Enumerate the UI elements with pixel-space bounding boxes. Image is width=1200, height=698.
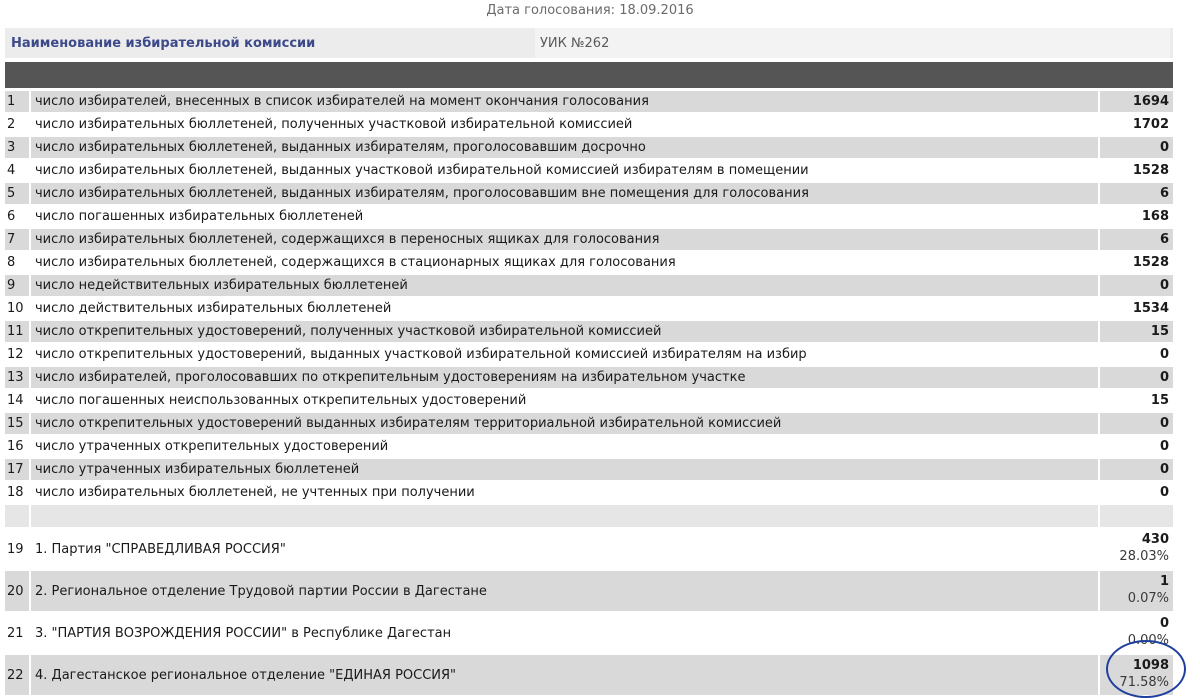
row-label: число избирательных бюллетеней, выданных избирателям, проголосовавшим вне помещения для голосования	[31, 183, 1098, 204]
party-votes: 430	[1141, 532, 1169, 547]
row-number: 19	[5, 529, 31, 569]
row-label: число избирательных бюллетеней, полученных участковой избирательной комиссией	[31, 114, 1098, 135]
results-table	[5, 89, 1173, 697]
row-number: 20	[5, 571, 31, 611]
row-value: 0	[1098, 344, 1173, 365]
row-value: 168	[1098, 206, 1173, 227]
row-label: число избирателей, проголосовавших по открепительным удостоверениям на избирательном участке	[31, 367, 1098, 388]
row-label: число недействительных избирательных бюллетеней	[31, 275, 1098, 296]
row-number: 10	[5, 298, 31, 319]
vote-date-value: 18.09.2016	[619, 3, 694, 18]
row-value: 0	[1098, 482, 1173, 503]
row-number: 12	[5, 344, 31, 365]
row-label: число открепительных удостоверений, полученных участковой избирательной комиссией	[31, 321, 1098, 342]
row-number: 13	[5, 367, 31, 388]
table-row	[5, 367, 1173, 388]
party-name: 4. Дагестанское региональное отделение "ЕДИНАЯ РОССИЯ"	[31, 655, 1098, 695]
row-label: число утраченных избирательных бюллетеней	[31, 459, 1098, 480]
row-label: число открепительных удостоверений, выданных участковой избирательной комиссией избирателям на избир	[31, 344, 1098, 365]
party-name: 1. Партия "СПРАВЕДЛИВАЯ РОССИЯ"	[31, 529, 1098, 569]
row-number: 1	[5, 91, 31, 112]
row-number: 15	[5, 413, 31, 434]
table-row	[5, 160, 1173, 181]
row-label: число погашенных избирательных бюллетеней	[31, 206, 1098, 227]
row-label: число избирателей, внесенных в список избирателей на момент окончания голосования	[31, 91, 1098, 112]
commission-label: Наименование избирательной комиссии	[11, 36, 316, 51]
table-row	[5, 229, 1173, 250]
highlight-circle	[1106, 640, 1186, 698]
party-name: 3. "ПАРТИЯ ВОЗРОЖДЕНИЯ РОССИИ" в Республике Дагестан	[31, 613, 1098, 653]
party-percent: 0.07%	[1127, 591, 1169, 606]
row-number: 9	[5, 275, 31, 296]
row-value: 6	[1098, 229, 1173, 250]
row-number: 6	[5, 206, 31, 227]
row-value: 0	[1098, 367, 1173, 388]
party-percent: 71.58%	[1119, 675, 1169, 690]
party-result	[1098, 571, 1173, 611]
table-row	[5, 321, 1173, 342]
table-row	[5, 252, 1173, 273]
row-number: 8	[5, 252, 31, 273]
row-value: 1528	[1098, 160, 1173, 181]
row-label: число избирательных бюллетеней, выданных избирателям, проголосовавшим досрочно	[31, 137, 1098, 158]
table-row	[5, 344, 1173, 365]
table-row	[5, 413, 1173, 434]
table-row	[5, 206, 1173, 227]
party-row	[5, 655, 1173, 695]
row-label: число открепительных удостоверений выданных избирателям территориальной избирательной комиссией	[31, 413, 1098, 434]
vote-date-line	[0, 3, 1180, 18]
row-number: 16	[5, 436, 31, 457]
row-number: 7	[5, 229, 31, 250]
party-name: 2. Региональное отделение Трудовой партии России в Дагестане	[31, 571, 1098, 611]
row-number: 5	[5, 183, 31, 204]
table-row	[5, 482, 1173, 503]
row-value: 1694	[1098, 91, 1173, 112]
vote-date-label: Дата голосования:	[486, 3, 616, 18]
table-row	[5, 459, 1173, 480]
commission-row	[5, 28, 1173, 58]
row-number: 11	[5, 321, 31, 342]
party-result	[1098, 529, 1173, 569]
row-value: 0	[1098, 137, 1173, 158]
row-value: 1534	[1098, 298, 1173, 319]
section-divider	[5, 505, 1173, 527]
table-row	[5, 390, 1173, 411]
table-row	[5, 183, 1173, 204]
commission-value: УИК №262	[535, 28, 1170, 58]
party-row	[5, 613, 1173, 653]
row-label: число избирательных бюллетеней, содержащихся в переносных ящиках для голосования	[31, 229, 1098, 250]
row-label: число утраченных открепительных удостоверений	[31, 436, 1098, 457]
row-number: 2	[5, 114, 31, 135]
table-row	[5, 298, 1173, 319]
table-row	[5, 436, 1173, 457]
row-label: число погашенных неиспользованных открепительных удостоверений	[31, 390, 1098, 411]
party-votes: 1	[1159, 574, 1169, 589]
row-label: число избирательных бюллетеней, не учтенных при получении	[31, 482, 1098, 503]
row-value: 0	[1098, 459, 1173, 480]
row-number: 3	[5, 137, 31, 158]
table-header-bar	[5, 62, 1173, 88]
party-percent: 0.00%	[1127, 633, 1169, 648]
party-votes: 1098	[1132, 658, 1169, 673]
row-value: 6	[1098, 183, 1173, 204]
row-value: 15	[1098, 390, 1173, 411]
row-label: число избирательных бюллетеней, содержащихся в стационарных ящиках для голосования	[31, 252, 1098, 273]
party-votes: 0	[1159, 616, 1169, 631]
row-label: число действительных избирательных бюллетеней	[31, 298, 1098, 319]
table-row	[5, 91, 1173, 112]
table-row	[5, 114, 1173, 135]
row-value: 0	[1098, 436, 1173, 457]
party-percent: 28.03%	[1119, 549, 1169, 564]
row-number: 18	[5, 482, 31, 503]
row-number: 22	[5, 655, 31, 695]
row-number: 17	[5, 459, 31, 480]
row-number: 21	[5, 613, 31, 653]
row-value: 1702	[1098, 114, 1173, 135]
party-row	[5, 529, 1173, 569]
table-row	[5, 275, 1173, 296]
row-value: 0	[1098, 413, 1173, 434]
table-row	[5, 137, 1173, 158]
row-number: 4	[5, 160, 31, 181]
row-number: 14	[5, 390, 31, 411]
party-row	[5, 571, 1173, 611]
row-value: 15	[1098, 321, 1173, 342]
row-value: 0	[1098, 275, 1173, 296]
row-value: 1528	[1098, 252, 1173, 273]
row-label: число избирательных бюллетеней, выданных участковой избирательной комиссией избирателям в помещении	[31, 160, 1098, 181]
